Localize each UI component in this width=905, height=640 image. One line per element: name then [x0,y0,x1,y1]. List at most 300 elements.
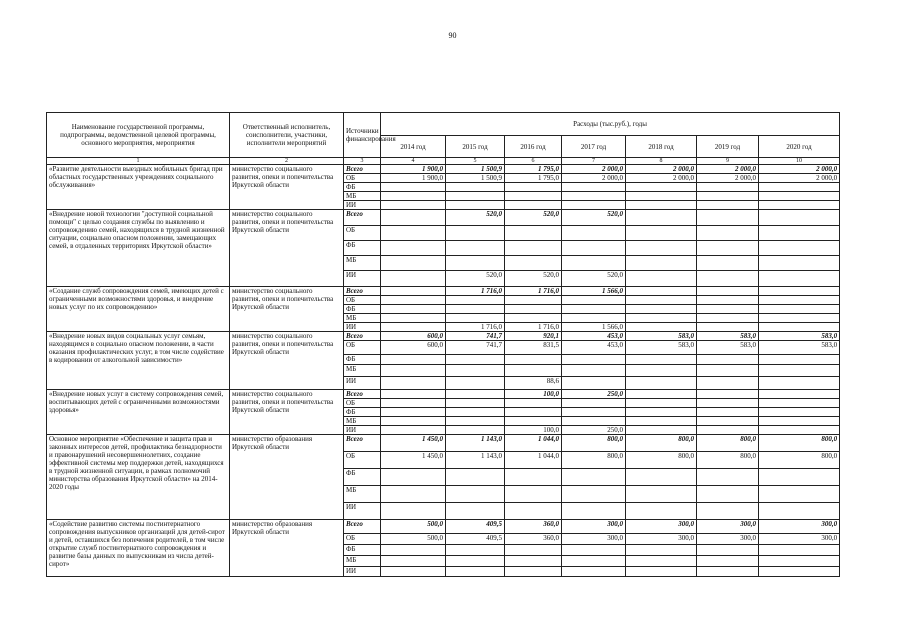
expense-value [381,296,446,305]
expense-value [759,567,840,577]
expense-value [381,486,446,503]
expense-value: 1 044,0 [505,452,562,469]
expense-value [381,377,446,390]
expense-value: 583,0 [626,332,697,341]
expense-value [697,355,759,365]
expense-value [381,408,446,417]
funding-source: ИИ [344,201,381,210]
expense-value: 520,0 [505,271,562,287]
expense-value [505,486,562,503]
expense-value: 2 000,0 [759,174,840,183]
table-row [47,332,840,341]
expense-value [446,256,505,271]
year-header: 2015 год [446,136,505,158]
expense-value [626,296,697,305]
expense-value: 300,0 [562,534,626,545]
expense-value: 2 000,0 [759,165,840,174]
expense-value [505,365,562,377]
expense-value [446,201,505,210]
funding-source: ФБ [344,355,381,365]
expense-value: 600,0 [381,332,446,341]
funding-source: МБ [344,314,381,323]
expense-value: 800,0 [626,435,697,452]
expense-value [626,390,697,399]
expense-value [505,241,562,256]
expense-value [381,287,446,296]
expense-value: 1 566,0 [562,323,626,332]
funding-source: ИИ [344,271,381,287]
expense-value: 520,0 [562,271,626,287]
expense-value [626,241,697,256]
expense-value [626,323,697,332]
expense-value [446,426,505,435]
expense-value [381,417,446,426]
expense-value: 1 143,0 [446,435,505,452]
expense-value: 800,0 [759,435,840,452]
expense-value [626,503,697,520]
expense-value: 520,0 [446,271,505,287]
expense-value [381,256,446,271]
column-index: 5 [446,158,505,165]
expense-value [562,226,626,241]
col-source-header: Источники финансирования [344,113,381,158]
expense-value: 800,0 [562,435,626,452]
responsible-executor: министерство социального развития, опеки и попечительства Иркутской области [230,210,344,287]
expense-value [697,305,759,314]
expense-value: 600,0 [381,341,446,355]
expense-value [626,365,697,377]
measure-name: «Создание служб сопровождения семей, имеющих детей с ограниченными возможностями здоровья, и внедрение новых услуг по их сопровождению» [47,287,230,332]
expense-value [505,503,562,520]
expense-value [626,314,697,323]
expense-value: 583,0 [759,332,840,341]
expense-value [562,305,626,314]
expense-value [505,545,562,556]
expense-value [381,567,446,577]
expense-value [446,390,505,399]
funding-source: Всего [344,165,381,174]
expense-value [626,545,697,556]
funding-source: ИИ [344,323,381,332]
expense-value [446,408,505,417]
expense-value [697,567,759,577]
expense-value [381,210,446,226]
expense-value [697,296,759,305]
expense-value [626,183,697,192]
expense-value [759,408,840,417]
expense-value [446,192,505,201]
column-index: 3 [344,158,381,165]
col-name-header: Наименование государственной программы, подпрограммы, ведомственной целевой программы, основного мероприятия, мероприятия [47,113,230,158]
funding-source: Всего [344,390,381,399]
expense-value [759,399,840,408]
expense-value [446,556,505,567]
expense-value: 409,5 [446,520,505,534]
expense-value [562,503,626,520]
expense-value [562,417,626,426]
expense-value: 300,0 [626,534,697,545]
expense-value [626,287,697,296]
expense-value [446,567,505,577]
expense-value: 2 000,0 [697,165,759,174]
funding-source: ОБ [344,452,381,469]
expense-value [759,365,840,377]
expense-value [626,305,697,314]
funding-source: Всего [344,520,381,534]
expense-value [626,210,697,226]
expense-value: 583,0 [697,341,759,355]
expense-value [759,271,840,287]
expense-value [505,469,562,486]
expense-value [505,417,562,426]
expense-value [381,305,446,314]
expense-value [381,226,446,241]
expense-value [626,399,697,408]
expense-value [697,408,759,417]
expense-value: 800,0 [697,435,759,452]
expense-value: 250,0 [562,390,626,399]
expense-value: 741,7 [446,332,505,341]
table-row [47,165,840,174]
expense-value [505,305,562,314]
expense-value [697,417,759,426]
funding-source: ФБ [344,408,381,417]
funding-source: ФБ [344,241,381,256]
expense-value: 1 900,0 [381,174,446,183]
expense-value [759,210,840,226]
expense-value: 250,0 [562,426,626,435]
expense-value [626,567,697,577]
expense-value [759,426,840,435]
expense-value [759,545,840,556]
expense-value [446,241,505,256]
funding-source: МБ [344,256,381,271]
expense-value: 2 000,0 [562,174,626,183]
expense-value [381,399,446,408]
expense-value: 520,0 [505,210,562,226]
expense-value [697,192,759,201]
year-header: 2016 год [505,136,562,158]
expense-value [381,545,446,556]
expense-value [505,183,562,192]
expense-value [446,365,505,377]
expense-value [381,469,446,486]
expense-value [759,503,840,520]
expense-value: 453,0 [562,341,626,355]
expense-value [562,365,626,377]
expense-value [697,399,759,408]
expense-value: 500,0 [381,534,446,545]
responsible-executor: министерство социального развития, опеки и попечительства Иркутской области [230,287,344,332]
funding-source: МБ [344,365,381,377]
expense-value [505,556,562,567]
expense-value [446,226,505,241]
expense-value [446,545,505,556]
funding-source: ОБ [344,174,381,183]
expense-value [626,201,697,210]
expense-value: 1 716,0 [505,287,562,296]
expense-value: 741,7 [446,341,505,355]
expense-value: 300,0 [759,534,840,545]
year-header: 2019 год [697,136,759,158]
expense-value [697,271,759,287]
expense-value: 1 795,0 [505,165,562,174]
expense-value [626,355,697,365]
expense-value [697,241,759,256]
expense-value: 1 500,9 [446,165,505,174]
expense-value [697,556,759,567]
column-index: 7 [562,158,626,165]
expense-value [697,426,759,435]
col-responsible-header: Ответственный исполнитель, соисполнители, участники, исполнители мероприятий [230,113,344,158]
expense-value [505,192,562,201]
expense-value [759,355,840,365]
expense-value [759,192,840,201]
expense-value [562,567,626,577]
expense-value [626,469,697,486]
year-header: 2020 год [759,136,840,158]
expense-value [562,183,626,192]
expense-value [759,469,840,486]
expense-value: 1 716,0 [446,287,505,296]
expense-value: 800,0 [697,452,759,469]
expense-value: 100,0 [505,390,562,399]
year-header: 2018 год [626,136,697,158]
expense-value: 2 000,0 [697,174,759,183]
column-index: 2 [230,158,344,165]
measure-name: Основное мероприятие «Обеспечение и защита прав и законных интересов детей, профилактика безнадзорности и правонарушений несовершеннолетних, создание эффективной системы мер поддержки детей, находящихся в трудной жизненной ситуации, в рамках полномочий министерства образования Иркутской области» на 2014-2020 годы [47,435,230,520]
expense-value [381,183,446,192]
expense-value [759,201,840,210]
responsible-executor: министерство образования Иркутской области [230,435,344,520]
funding-source: ИИ [344,377,381,390]
expense-value: 831,5 [505,341,562,355]
expense-value [759,256,840,271]
expense-value [697,545,759,556]
funding-source: ОБ [344,296,381,305]
expense-value: 360,0 [505,534,562,545]
funding-source: ОБ [344,399,381,408]
responsible-executor: министерство социального развития, опеки и попечительства Иркутской области [230,332,344,390]
funding-source: МБ [344,486,381,503]
funding-source: ИИ [344,503,381,520]
expense-value [381,271,446,287]
expense-value: 520,0 [562,210,626,226]
expense-value [697,226,759,241]
expense-value [697,323,759,332]
expense-value [562,377,626,390]
expense-value: 409,5 [446,534,505,545]
column-index: 10 [759,158,840,165]
expense-value [697,486,759,503]
expense-value: 1 500,9 [446,174,505,183]
expense-value: 100,0 [505,426,562,435]
responsible-executor: министерство социального развития, опеки и попечительства Иркутской области [230,390,344,435]
column-index: 6 [505,158,562,165]
expense-value [562,556,626,567]
expense-value [446,314,505,323]
expense-value: 800,0 [626,452,697,469]
table-row [47,210,840,226]
funding-source: Всего [344,435,381,452]
year-header: 2017 год [562,136,626,158]
expense-value [697,503,759,520]
funding-source: Всего [344,287,381,296]
col-expenses-header: Расходы (тыс.руб.), годы [381,113,840,136]
expense-value [381,556,446,567]
expense-value: 583,0 [626,341,697,355]
funding-source: ФБ [344,469,381,486]
table-row [47,435,840,452]
expense-value: 1 143,0 [446,452,505,469]
table-row [47,520,840,534]
funding-source: ФБ [344,545,381,556]
expense-value [759,183,840,192]
expense-value [697,183,759,192]
expense-value [505,226,562,241]
expense-value [562,241,626,256]
expense-value: 88,6 [505,377,562,390]
expense-value: 800,0 [759,452,840,469]
expense-value [505,296,562,305]
measure-name: «Внедрение новой технологии "доступной социальной помощи" с целью создания службы по выявлению и сопровождению семей, находящихся в трудной жизненной ситуации, социально опасном положении, замещающих семей, в отдаленных территориях Иркутской области» [47,210,230,287]
expense-value [697,469,759,486]
expense-value: 583,0 [697,332,759,341]
expense-value [505,408,562,417]
expense-value: 360,0 [505,520,562,534]
expense-value [697,390,759,399]
column-index: 9 [697,158,759,165]
expense-value [626,486,697,503]
expense-value: 520,0 [446,210,505,226]
expense-value [562,314,626,323]
expense-value: 300,0 [697,534,759,545]
expense-value [562,399,626,408]
table-row [47,287,840,296]
expense-value [505,355,562,365]
expense-value: 1 795,0 [505,174,562,183]
expense-value [562,201,626,210]
expense-value [381,503,446,520]
expense-value [697,210,759,226]
expense-value [446,399,505,408]
measure-name: «Развитие деятельности выездных мобильных бригад при областных государственных учреждениях социального обслуживания» [47,165,230,210]
expense-value [505,256,562,271]
funding-source: Всего [344,210,381,226]
expense-value: 1 450,0 [381,435,446,452]
expense-value: 1 450,0 [381,452,446,469]
expense-value [381,426,446,435]
expense-value: 2 000,0 [562,165,626,174]
expense-value: 300,0 [562,520,626,534]
expense-value [446,469,505,486]
page-number: 90 [448,31,457,40]
expense-value [759,417,840,426]
measure-name: «Внедрение новых услуг в систему сопровождения семей, воспитывающих детей с ограниченными возможностями здоровья» [47,390,230,435]
expense-value [562,545,626,556]
expense-value [446,377,505,390]
measure-name: «Содействие развитию системы постинтернатного сопровождения выпускников организаций для детей-сирот и детей, оставшихся без попечения родителей, в том числе открытие служб постинтернатного сопровождения и развитие базы данных по выпускникам из числа детей-сирот» [47,520,230,577]
expense-value [446,305,505,314]
funding-source: МБ [344,556,381,567]
expense-value [626,556,697,567]
expense-value [381,192,446,201]
expense-value [759,305,840,314]
year-header: 2014 год [381,136,446,158]
funding-source: Всего [344,332,381,341]
expense-value [505,567,562,577]
expense-value [381,390,446,399]
expense-value [446,183,505,192]
expense-value [759,314,840,323]
expense-value [505,399,562,408]
column-index: 8 [626,158,697,165]
funding-source: ФБ [344,305,381,314]
expense-value [626,256,697,271]
expense-value [562,296,626,305]
expense-value [562,486,626,503]
expense-value [697,256,759,271]
expense-value [697,365,759,377]
expense-value [505,201,562,210]
expense-value [381,365,446,377]
expense-value [697,287,759,296]
expense-value [759,296,840,305]
table-row [47,390,840,399]
expense-value [562,469,626,486]
expense-value [697,377,759,390]
expense-value [626,192,697,201]
measure-name: «Внедрение новых видов социальных услуг семьям, находящимся в социально опасном положении, в части оказания профилактических услуг, в том числе содействие в кодировании от алкогольной зависимости» [47,332,230,390]
expense-value [759,390,840,399]
funding-source: ИИ [344,567,381,577]
responsible-executor: министерство социального развития, опеки и попечительства Иркутской области [230,165,344,210]
expense-value [759,241,840,256]
expense-value [505,314,562,323]
expense-value: 1 716,0 [446,323,505,332]
funding-source: ИИ [344,426,381,435]
expense-value [697,201,759,210]
expense-value [697,314,759,323]
expense-value: 453,0 [562,332,626,341]
column-index: 1 [47,158,230,165]
expense-value: 300,0 [759,520,840,534]
expense-value: 1 044,0 [505,435,562,452]
expense-value [381,201,446,210]
expense-value [626,377,697,390]
expense-value [626,426,697,435]
expense-value [562,256,626,271]
expense-value [759,556,840,567]
expense-value [759,377,840,390]
expense-value [381,355,446,365]
expense-value [759,486,840,503]
expense-value [626,417,697,426]
expense-value: 1 716,0 [505,323,562,332]
expense-value [626,226,697,241]
expense-value [626,408,697,417]
expense-value: 920,1 [505,332,562,341]
expense-value: 1 900,0 [381,165,446,174]
funding-source: МБ [344,192,381,201]
expense-value [381,241,446,256]
expense-value [446,296,505,305]
expense-value: 2 000,0 [626,165,697,174]
expense-value [381,314,446,323]
expense-value: 300,0 [626,520,697,534]
expense-value [562,192,626,201]
expense-value: 500,0 [381,520,446,534]
